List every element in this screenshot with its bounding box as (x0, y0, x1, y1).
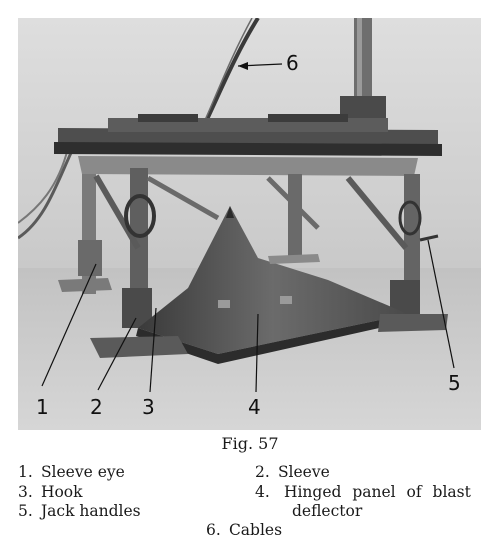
legend-item-1: 1. Sleeve eye (18, 463, 125, 481)
callout-6: 6 (286, 51, 299, 75)
callout-3: 3 (142, 395, 155, 419)
legend-item-3: 3. Hook (18, 483, 83, 501)
callout-2: 2 (90, 395, 103, 419)
legend-item-6: 6. Cables (206, 521, 283, 539)
callout-1: 1 (36, 395, 49, 419)
legend-item-2: 2. Sleeve (255, 463, 330, 481)
callout-5: 5 (448, 371, 461, 395)
callout-4: 4 (248, 395, 261, 419)
legend-item-4: 4. Hinged panel of blast (255, 483, 471, 501)
legend-item-5: 5. Jack handles (18, 502, 141, 520)
figure-caption: Fig. 57 (221, 434, 279, 453)
figure-photo (18, 18, 481, 430)
legend-item-4-continued: deflector (292, 502, 363, 520)
